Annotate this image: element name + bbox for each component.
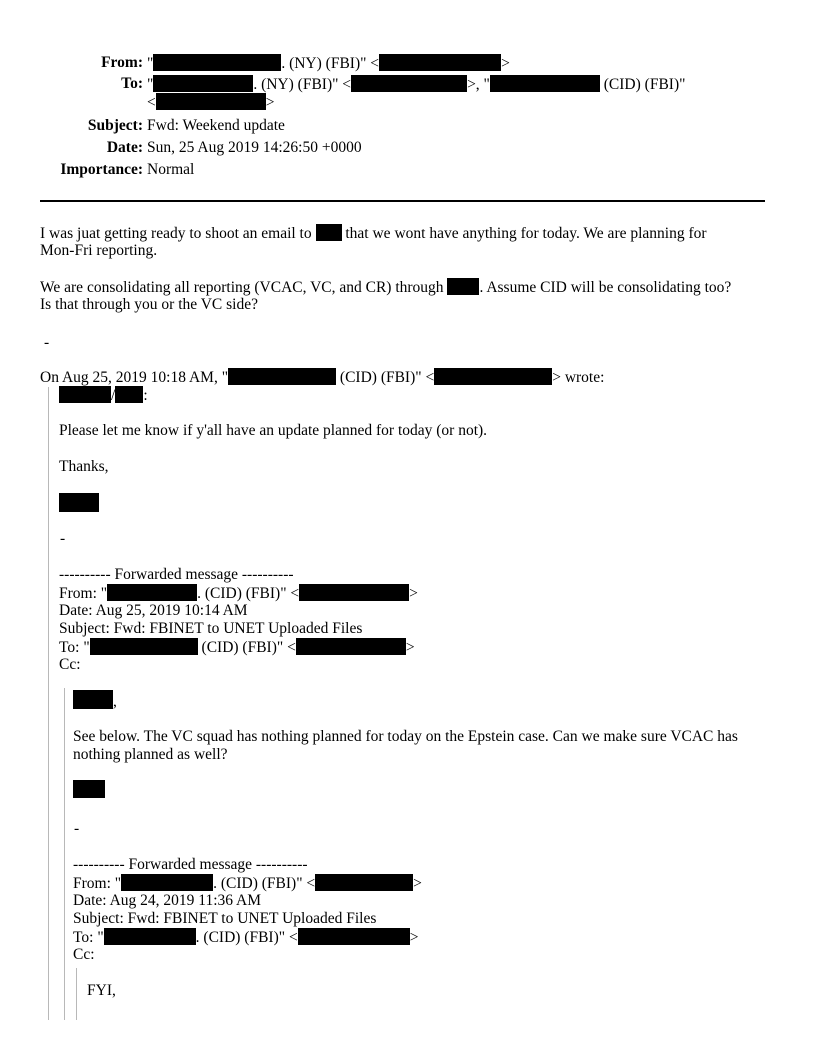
importance-value: Normal bbox=[147, 161, 195, 178]
redaction-box bbox=[379, 54, 501, 71]
quote-bar-level-1 bbox=[48, 387, 49, 1020]
redaction-box bbox=[107, 584, 197, 601]
redaction-box bbox=[228, 368, 336, 385]
subject-label: Subject: bbox=[87, 117, 143, 134]
redaction-box bbox=[490, 75, 600, 92]
quote-bar-level-2 bbox=[64, 688, 65, 1020]
redaction-box bbox=[59, 386, 111, 403]
quote-line: Please let me know if y'all have an update planned for today (or not). bbox=[59, 422, 488, 439]
forwarded-subject-2: Subject: Fwd: FBINET to UNET Uploaded Files bbox=[73, 910, 377, 927]
redaction-box bbox=[315, 874, 413, 891]
redaction-box bbox=[153, 75, 253, 92]
date-value: Sun, 25 Aug 2019 14:26:50 +0000 bbox=[147, 139, 362, 156]
redaction-box bbox=[156, 93, 266, 110]
quote-signature bbox=[59, 493, 99, 514]
quote3-line-1: FYI, bbox=[87, 982, 116, 999]
to-value: " . (NY) (FBI)" < >, " (CID) (FBI)" bbox=[147, 76, 686, 93]
redaction-box bbox=[298, 928, 410, 945]
from-label: From: bbox=[101, 54, 143, 71]
forwarded-subject: Subject: Fwd: FBINET to UNET Uploaded Files bbox=[59, 620, 363, 637]
date-label: Date: bbox=[106, 139, 143, 156]
forwarded-from: From: " . (CID) (FBI)" < > bbox=[59, 585, 418, 602]
forwarded-banner-2: ---------- Forwarded message ---------- bbox=[73, 856, 308, 873]
redaction-box bbox=[351, 75, 467, 92]
quote-thanks: Thanks, bbox=[59, 458, 109, 475]
redaction-box bbox=[59, 493, 99, 512]
body-paragraph-2-line-2: Is that through you or the VC side? bbox=[40, 296, 258, 313]
redaction-box bbox=[447, 278, 479, 295]
quote2-dash: - bbox=[74, 820, 80, 837]
redaction-box bbox=[90, 638, 198, 655]
forwarded-banner: ---------- Forwarded message ---------- bbox=[59, 566, 294, 583]
to-label: To: bbox=[121, 75, 143, 92]
forwarded-date: Date: Aug 25, 2019 10:14 AM bbox=[59, 602, 248, 619]
redaction-box bbox=[153, 54, 281, 71]
quote2-line-2: nothing planned as well? bbox=[73, 746, 228, 763]
forwarded-cc: Cc: bbox=[59, 656, 81, 673]
from-value: " . (NY) (FBI)" < > bbox=[147, 55, 510, 72]
forwarded-from-2: From: " . (CID) (FBI)" < > bbox=[73, 875, 422, 892]
quote-intro: On Aug 25, 2019 10:18 AM, " (CID) (FBI)" < > wrote: bbox=[40, 369, 605, 386]
quote2-line-1: See below. The VC squad has nothing planned for today on the Epstein case. Can we make sure VCAC has bbox=[73, 728, 738, 745]
redaction-box bbox=[115, 386, 143, 403]
body-paragraph-1-line-2: Mon-Fri reporting. bbox=[40, 242, 158, 259]
forwarded-cc-2: Cc: bbox=[73, 946, 95, 963]
forwarded-to-2: To: " . (CID) (FBI)" < > bbox=[73, 929, 419, 946]
forwarded-date-2: Date: Aug 24, 2019 11:36 AM bbox=[73, 892, 262, 909]
header-divider bbox=[40, 200, 765, 202]
redaction-box bbox=[104, 928, 196, 945]
forwarded-to: To: " (CID) (FBI)" < > bbox=[59, 639, 415, 656]
redaction-box bbox=[434, 368, 552, 385]
signature-dash: - bbox=[44, 334, 50, 351]
redaction-box bbox=[73, 780, 105, 798]
subject-value: Fwd: Weekend update bbox=[147, 117, 285, 134]
redaction-box bbox=[121, 874, 213, 891]
redaction-box bbox=[73, 690, 113, 709]
quote-dash: - bbox=[60, 530, 66, 547]
redaction-box bbox=[296, 638, 406, 655]
redaction-box bbox=[299, 584, 409, 601]
quote-greeting: / : bbox=[59, 386, 148, 405]
body-paragraph-1-line-1: I was juat getting ready to shoot an email to that we wont have anything for today. We are planning for bbox=[40, 225, 707, 242]
quote-bar-level-3 bbox=[76, 968, 77, 1020]
quote2-greeting: , bbox=[73, 690, 117, 711]
body-paragraph-2-line-1: We are consolidating all reporting (VCAC, VC, and CR) through . Assume CID will be consolidating too? bbox=[40, 279, 732, 296]
quote2-signature bbox=[73, 780, 105, 800]
importance-label: Importance: bbox=[60, 161, 143, 178]
redaction-box bbox=[316, 224, 342, 241]
